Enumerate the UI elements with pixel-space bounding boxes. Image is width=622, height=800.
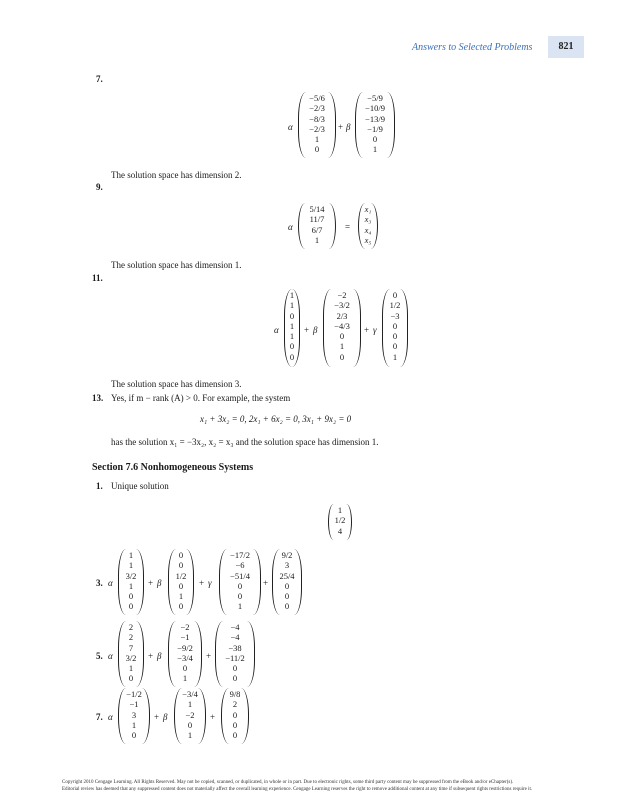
plus-symbol: +: [148, 578, 154, 588]
vector-entry: −6: [235, 560, 245, 571]
vector-entry: −2/3: [309, 123, 325, 134]
vector-entry: 3: [284, 560, 290, 571]
s3-vector-4: [272, 549, 302, 615]
vector-entry: 1: [289, 300, 295, 311]
gamma-symbol: γ: [208, 578, 212, 588]
vector-entry: 0: [128, 673, 134, 684]
section-problem-5-number: 5.: [96, 651, 103, 661]
s7-vector-1: [118, 688, 150, 744]
p9-vector: [298, 203, 336, 249]
s5-vector-1: [118, 621, 144, 687]
vector-entry: 0: [128, 601, 134, 612]
p11-vector-3: [382, 289, 408, 367]
vector-entry: 0: [339, 331, 345, 342]
vector-entry: −4/3: [334, 320, 350, 331]
section-problem-1-number: 1.: [96, 481, 103, 491]
vector-entry: −13/9: [365, 113, 385, 124]
vector-entry: 0: [284, 580, 290, 591]
vector-entry: x₃: [364, 214, 372, 225]
vector-entry: 2: [128, 622, 134, 632]
vector-entry: 1/2: [334, 515, 346, 526]
problem-9-number: 9.: [96, 182, 103, 192]
copyright-line-2: Editorial review has deemed that any suppressed content does not materially affect the overall learning experience. Cengage Learning reserves the right to remove additional content at any time if subsequent rights restrictions require it.: [62, 787, 533, 792]
plus-symbol: +: [364, 325, 370, 335]
vector-entry: 1: [128, 663, 134, 674]
vector-entry: −5/9: [367, 93, 383, 103]
plus-symbol: +: [148, 651, 154, 661]
vector-entry: 1: [289, 290, 295, 300]
section-problem-3-number: 3.: [96, 578, 103, 588]
section-title: Section 7.6 Nonhomogeneous Systems: [92, 462, 254, 473]
vector-entry: 0: [232, 730, 238, 741]
vector-entry: 0: [339, 351, 345, 362]
p7-vector-1: [298, 92, 336, 158]
vector-entry: 1/2: [175, 570, 187, 581]
vector-entry: −51/4: [230, 570, 250, 581]
vector-entry: −8/3: [309, 113, 325, 124]
vector-entry: 0: [284, 591, 290, 602]
p13-conclusion: has the solution x₁ = −3x₂, x₂ = x₃ and the solution space has dimension 1.: [111, 437, 379, 447]
vector-entry: 1: [289, 320, 295, 331]
s3-vector-3: [219, 549, 261, 615]
p9-unknowns-vector: [358, 203, 378, 249]
vector-entry: 0: [289, 351, 295, 362]
p13-equation: x₁ + 3x₂ = 0, 2x₁ + 6x₂ = 0, 3x₁ + 9x₂ = 0: [200, 414, 352, 424]
vector-entry: −2/3: [309, 103, 325, 114]
vector-entry: −4: [230, 632, 240, 643]
plus-symbol: +: [206, 651, 212, 661]
s7-vector-3: [221, 688, 249, 744]
alpha-symbol: α: [108, 578, 113, 588]
p13-text: Yes, if m − rank (A) > 0. For example, the system: [111, 393, 291, 403]
vector-entry: x₁: [364, 204, 372, 214]
vector-entry: 1: [289, 331, 295, 342]
alpha-symbol: α: [108, 651, 113, 661]
beta-symbol: β: [157, 578, 162, 588]
vector-entry: 25/4: [279, 570, 295, 581]
vector-entry: 0: [131, 730, 137, 741]
plus-symbol: +: [154, 712, 160, 722]
vector-entry: 0: [182, 663, 188, 674]
vector-entry: −1/2: [126, 689, 142, 699]
vector-entry: −3/4: [177, 652, 193, 663]
vector-entry: 9/2: [281, 550, 293, 560]
vector-entry: x₄: [364, 224, 372, 235]
beta-symbol: β: [346, 122, 351, 132]
plus-symbol: +: [304, 325, 310, 335]
vector-entry: 1: [314, 234, 320, 245]
vector-entry: 0: [392, 290, 398, 300]
vector-entry: 2/3: [336, 310, 348, 321]
vector-entry: 0: [314, 144, 320, 155]
vector-entry: −11/2: [225, 652, 245, 663]
vector-entry: 1: [339, 341, 345, 352]
vector-entry: −38: [228, 642, 242, 653]
p11-conclusion: The solution space has dimension 3.: [111, 379, 242, 389]
plus-symbol: +: [263, 578, 269, 588]
vector-entry: −4: [230, 622, 240, 632]
vector-entry: 0: [178, 580, 184, 591]
s7-vector-2: [174, 688, 206, 744]
vector-entry: 1: [392, 351, 398, 362]
vector-entry: 0: [232, 673, 238, 684]
s3-vector-1: [118, 549, 144, 615]
problem-11-number: 11.: [92, 273, 103, 283]
vector-entry: −17/2: [230, 550, 250, 560]
gamma-symbol: γ: [373, 325, 377, 335]
vector-entry: 9/8: [229, 689, 241, 699]
vector-entry: −1: [129, 699, 139, 710]
s1-solution-vector: [328, 504, 352, 540]
vector-entry: −5/6: [309, 93, 325, 103]
vector-entry: 0: [128, 591, 134, 602]
problem-7-number: 7.: [96, 74, 103, 84]
p11-vector-1: [284, 289, 300, 367]
vector-entry: 5/14: [309, 204, 325, 214]
vector-entry: 0: [232, 719, 238, 730]
alpha-symbol: α: [288, 122, 293, 132]
vector-entry: 0: [232, 663, 238, 674]
vector-entry: 3/2: [125, 570, 137, 581]
vector-entry: 11/7: [309, 214, 325, 225]
beta-symbol: β: [313, 325, 318, 335]
beta-symbol: β: [163, 712, 168, 722]
p11-vector-2: [323, 289, 361, 367]
plus-symbol: +: [210, 712, 216, 722]
vector-entry: 0: [392, 320, 398, 331]
vector-entry: −10/9: [365, 103, 385, 114]
p7-conclusion: The solution space has dimension 2.: [111, 170, 242, 180]
plus-symbol: +: [199, 578, 205, 588]
vector-entry: 1: [182, 673, 188, 684]
vector-entry: 1: [131, 719, 137, 730]
vector-entry: 0: [372, 134, 378, 145]
s5-vector-3: [215, 621, 255, 687]
beta-symbol: β: [157, 651, 162, 661]
vector-entry: 7: [128, 642, 134, 653]
alpha-symbol: α: [288, 222, 293, 232]
vector-entry: 0: [289, 341, 295, 352]
page-number: 821: [548, 36, 584, 58]
vector-entry: 1: [178, 591, 184, 602]
vector-entry: 0: [392, 331, 398, 342]
vector-entry: 0: [237, 580, 243, 591]
vector-entry: −2: [180, 622, 190, 632]
vector-entry: 2: [232, 699, 238, 710]
vector-entry: 0: [178, 550, 184, 560]
vector-entry: 0: [237, 591, 243, 602]
p7-vector-2: [355, 92, 395, 158]
alpha-symbol: α: [274, 325, 279, 335]
vector-entry: 6/7: [311, 224, 323, 235]
problem-13-number: 13.: [92, 393, 104, 403]
vector-entry: 0: [392, 341, 398, 352]
vector-entry: 0: [232, 709, 238, 720]
vector-entry: −1: [180, 632, 190, 643]
s5-vector-2: [168, 621, 202, 687]
vector-entry: 3: [131, 709, 137, 720]
section-problem-1-text: Unique solution: [111, 481, 169, 491]
vector-entry: 1: [237, 601, 243, 612]
vector-entry: 0: [284, 601, 290, 612]
vector-entry: 4: [337, 525, 343, 536]
vector-entry: 2: [128, 632, 134, 643]
p9-conclusion: The solution space has dimension 1.: [111, 260, 242, 270]
alpha-symbol: α: [108, 712, 113, 722]
vector-entry: 1: [128, 550, 134, 560]
vector-entry: 0: [178, 601, 184, 612]
vector-entry: x₅: [364, 234, 372, 245]
running-header-title: Answers to Selected Problems: [412, 42, 533, 53]
plus-symbol: +: [338, 122, 344, 132]
copyright-line-1: Copyright 2010 Cengage Learning. All Rights Reserved. May not be copied, scanned, or duplicated, in whole or in part. Due to electronic rights, some third party content may be suppressed from the eBook and/or eChapter(s).: [62, 780, 514, 785]
vector-entry: 1: [187, 699, 193, 710]
vector-entry: 3/2: [125, 652, 137, 663]
vector-entry: 0: [178, 560, 184, 571]
vector-entry: 1/2: [389, 300, 401, 311]
vector-entry: −3: [390, 310, 400, 321]
vector-entry: 1: [128, 580, 134, 591]
section-problem-7-number: 7.: [96, 712, 103, 722]
vector-entry: 1: [337, 505, 343, 515]
vector-entry: 0: [289, 310, 295, 321]
vector-entry: −1/9: [367, 123, 383, 134]
vector-entry: 1: [187, 730, 193, 741]
vector-entry: −3/2: [334, 300, 350, 311]
equals-symbol: =: [345, 222, 351, 232]
vector-entry: −2: [337, 290, 347, 300]
vector-entry: 0: [187, 719, 193, 730]
vector-entry: −2: [185, 709, 195, 720]
s3-vector-2: [168, 549, 194, 615]
vector-entry: 1: [314, 134, 320, 145]
vector-entry: −3/4: [182, 689, 198, 699]
vector-entry: −9/2: [177, 642, 193, 653]
vector-entry: 1: [372, 144, 378, 155]
vector-entry: 1: [128, 560, 134, 571]
